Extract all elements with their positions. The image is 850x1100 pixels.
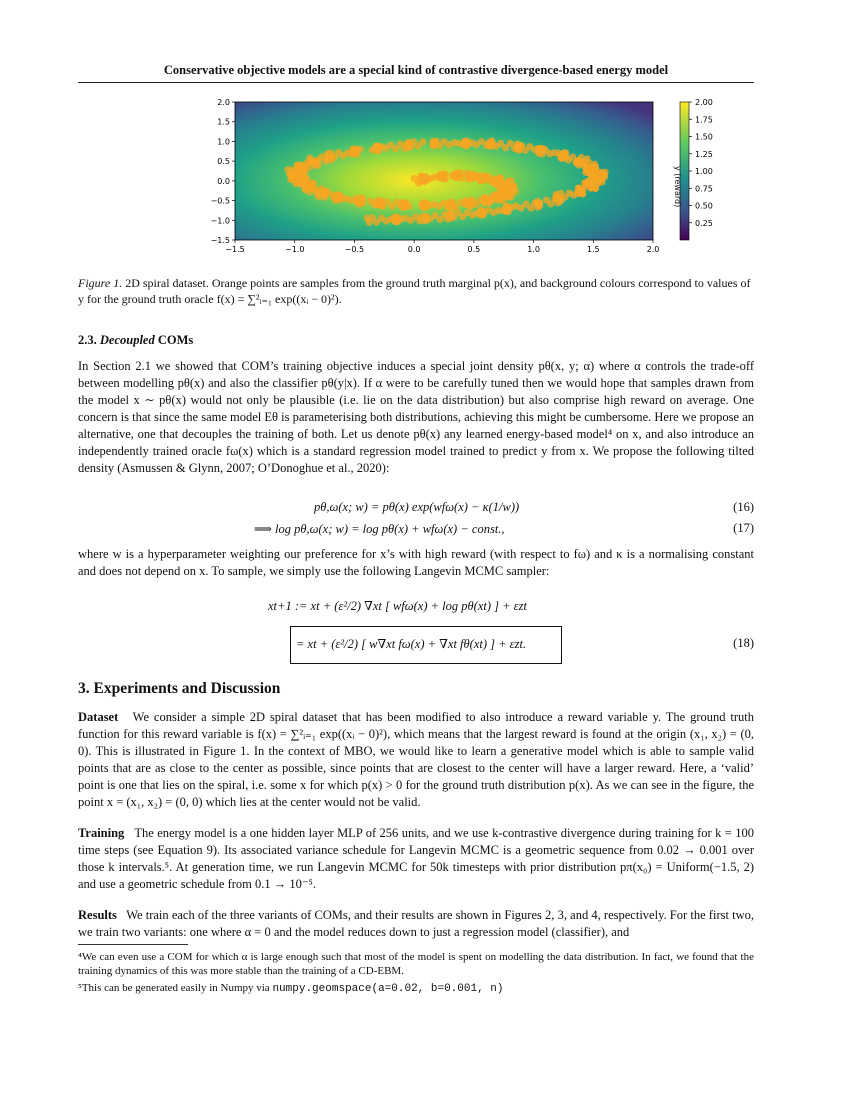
y-tick-label: 1.5 [217,117,230,127]
results-text: We train each of the three variants of COMs, and their results are shown in Figures 2, 3, and 4, respectively. For the first two, we train two variants: one where α = 0 and the model reduces down to just a regression model (classifier), and [78,908,754,939]
y-tick-label: −0.5 [210,196,230,206]
spiral-point [307,158,314,165]
figure-caption-text: 2D spiral dataset. Orange points are samples from the ground truth marginal p(x), and background colours correspond to values of y for the ground truth oracle f(x) = ∑²ᵢ₌₁ exp((xᵢ − 0)²). [78,276,751,306]
colorbar-tick-label: 1.50 [695,132,713,142]
spiral-point [419,138,426,145]
spiral-point [364,215,371,222]
footnote-5-code: numpy.geomspace(a=0.02, b=0.001, n) [272,983,504,995]
equation-16-number: (16) [733,500,754,514]
y-axis [211,98,235,245]
equation-18-line2-body: = xt + (ε²/2) [ w∇xt fω(x) + ∇xt fθ(xt) ] + εzt. [296,637,527,651]
paragraph-results [78,907,754,941]
paragraph-training [78,825,754,893]
equation-16 [78,500,754,518]
x-tick-label: −1.0 [284,245,305,254]
footnote-5 [78,981,754,996]
figure-caption [78,275,754,307]
colorbar-tick-label: 0.25 [695,218,713,228]
equation-17-body: ⟹ log pθ,ω(x; w) = log pθ(x) + wfω(x) − const., [254,522,505,536]
equation-18-line1 [78,598,754,616]
equation-18-number: (18) [733,636,754,650]
header-rule [78,82,754,83]
dataset-text: We consider a simple 2D spiral dataset that has been modified to also introduce a reward variable y. The ground truth function for this reward variable is f(x) = ∑²ᵢ₌₁ exp((xᵢ − 0)²), which means that the largest reward is found at the origin (x₁, x₂) = (0, 0). This is illustrated in Figure 1. In the context of MBO, we would like to learn a generative model which is able to sample valid points that are as close to the center as possible, since points that are closest to the center will have a larger reward. Here, a ‘valid’ point is one that lies on the spiral, i.e. some x for which p(x) > 0 for the ground truth distribution p(x). As we can see in the figure, the point x = (x₁, x₂) = (0, 0) which lies at the center would not be valid. [78,710,754,809]
section-title-rest: COMs [157,333,194,347]
section-3-heading: 3. Experiments and Discussion [78,680,281,697]
section-number: 2.3. [78,333,97,347]
equation-17-number: (17) [733,521,754,535]
colorbar-tick-label: 0.75 [695,184,713,194]
y-tick-label: 0.0 [217,176,230,186]
y-tick-label: −1.0 [210,216,230,226]
y-tick-label: 1.0 [217,137,230,147]
colorbar-label: y (reward) [673,166,682,208]
paragraph-dataset [78,709,754,811]
x-tick-label: 1.0 [527,245,540,254]
spiral-point [367,197,374,204]
x-tick-label: 0.0 [407,245,421,254]
spiral-point [543,196,550,203]
colorbar-tick-label: 1.75 [695,115,713,125]
x-axis [225,240,659,254]
dataset-label: Dataset [78,710,119,724]
equation-18-line2 [78,636,754,654]
y-tick-label: 0.5 [217,157,230,167]
figure-caption-label: Figure 1. [78,276,123,290]
footnote-5-text: ⁵This can be generated easily in Numpy via [78,982,273,994]
equation-18-line1-body: xt+1 := xt + (ε²/2) ∇xt [ wfω(x) + log pθ(xt) ] + εzt [268,599,527,613]
training-text: The energy model is a one hidden layer MLP of 256 units, and we use k-contrastive divergence during training for k = 100 time steps (see Equation 9). Its associated variance schedule for Langevin MCMC is a geometric sequence from 0.02 → 0.001 over those k intervals.⁵. At generation time, we run Langevin MCMC for 50k timesteps with prior distribution pπ(x₀) = Uniform(−1.5, 2) and use a geometric schedule from 0.1 → 10⁻⁵. [78,826,755,891]
x-tick-label: 0.5 [467,245,481,254]
spiral-point [356,146,363,153]
spiral-point [587,184,594,191]
equation-16-body: pθ,ω(x; w) = pθ(x) exp(wfω(x) − κ(1/w)) [314,500,520,514]
paper-page [78,0,754,1100]
paragraph-sampler: where w is a hyperparameter weighting our preference for x’s with high reward (with respect to fω) and κ is a normalising constant and does not depend on x. To sample, we simply use the following Langevin MCMC sampler: [78,547,754,578]
training-label: Training [78,826,125,840]
results-label: Results [78,908,117,922]
paragraph-decoupled-intro: In Section 2.1 we showed that COM’s training objective induces a special joint density pθ(x, y; α) where α controls the trade-off between modelling pθ(x) and also the classifier pθ(y|x). If α were to be carefully tuned then we would hope that samples drawn from the model x ∼ pθ(x) would not only be plausible (i.e. lie on the data distribution) but also comprise high reward on average. One concern is that since the same model Eθ is parameterising both distributions, achieving this might be cumbersome. Here we propose an alternative, one that decouples the training of both. Let us denote pθ(x) any learned energy-based model⁴ on x, and also introduce an independently trained oracle fω(x) which is a standard regression model trained to predict y from x. We propose the following tilted density (Asmussen & Glynn, 2007; O’Donoghue et al., 2020): [78,359,754,475]
spiral-point [439,171,446,178]
y-tick-label: 2.0 [217,98,230,107]
running-title: Conservative objective models are a special kind of contrastive divergence-based energy model [163,63,669,77]
y-tick-label: −1.5 [210,236,230,245]
equation-17 [78,521,754,539]
x-tick-label: 2.0 [646,245,660,254]
colorbar-tick-label: 1.00 [695,167,713,176]
spiral-point [418,201,425,208]
x-tick-label: 1.5 [586,245,600,254]
colorbar-tick-label: 0.50 [695,201,713,211]
section-2-3-heading [78,333,193,348]
footnote-rule [78,944,188,945]
colorbar-tick-label: 2.00 [695,98,713,107]
x-tick-label: −1.5 [225,245,245,254]
footnote-4: ⁴We can even use a COM for which α is large enough such that most of the model is spent on modelling the data distribution. In fact, we found that the training dynamics of this was more stable than the training of a CD-EBM. [78,951,754,977]
section-title-italic: Decoupled [99,333,155,347]
x-tick-label: −0.5 [344,245,365,254]
colorbar-ticks [689,98,713,228]
colorbar-tick-label: 1.25 [695,149,713,159]
